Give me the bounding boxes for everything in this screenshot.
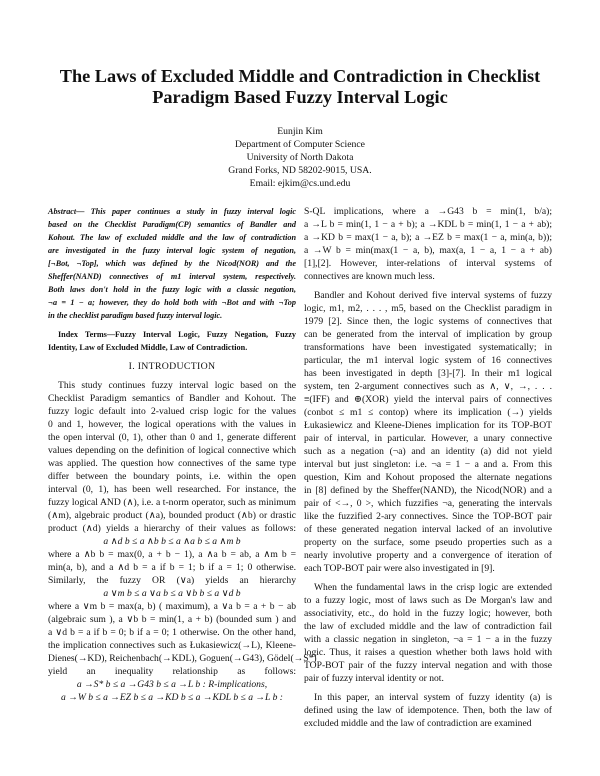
text-line: such as a negation (¬a) and an identity (a) did not yield [304,446,552,457]
text-line: Identity, Law of Excluded Middle, Law of Contradiction. [48,343,248,352]
author-university: University of North Dakota [246,152,354,163]
text-line: product (∧d) yields a hierarchy of their values as follows: [48,523,296,534]
text-line: transformations have been investigated systematically; in [304,342,552,353]
text-line: a ∨m b ≤ a ∨a b ≤ a ∨b b ≤ a ∨d b [103,588,241,599]
text-line: can be generated from the interval of implication by group [304,329,552,340]
text-line: connectives are known much less. [304,271,435,282]
text-line: defined using the law of idempotence. Then, both the law of [304,705,552,716]
text-line: excluded middle and the law of contradiction are examined [304,718,532,729]
text-line: a →W b ≤ a →EZ b ≤ a →KD b ≤ a →KDL b ≤ a →L b : [61,692,283,703]
text-line: Index Terms—Fuzzy Interval Logic, Fuzzy Negation, Fuzzy [58,330,296,339]
text-line: Checklist Paradigm semantics of Bandler and Kohout. The [48,393,296,404]
text-line: When the fundamental laws in the crisp logic are extended [314,582,552,593]
text-line: yield an inequality relationship as follows: [48,666,296,677]
text-line: (algebraic sum ), a ∨b b = min(1, a + b) (bounded sum ) and [48,614,296,625]
text-line: the open interval (0, 1), other than 0 and 1, generate different [48,432,296,443]
text-line: Sheffer(NAND) connectives of m1 interval system, respectively. [48,272,296,281]
text-line: of these generated negation interval lacked of an involutive [304,524,552,535]
author-name: Eunjin Kim [277,126,323,137]
author-department: Department of Computer Science [235,139,365,150]
text-line: Łukasiewicz and Kleene-Dienes implication for its TOP-BOT [304,420,552,431]
text-line: Both laws don't hold in the fuzzy logic with a classic negation, [48,285,296,294]
text-line: In this paper, an interval system of fuzzy identity (a) is [314,692,552,703]
text-line: Dienes(→KD), Reichenbach(→KDL), Goguen(→G43), Gödel(→S*) [48,653,317,664]
text-line: the implication connectives such as Łukasiewicz(→L), Kleene- [48,640,296,651]
author-email[interactable]: Email: ejkim@cs.und.edu [249,178,351,189]
title-line: The Laws of Excluded Middle and Contradiction in Checklist [59,66,541,86]
text-line: logic, m1, m2, . . . , m5, based on the Checklist paradigm in [304,303,552,314]
text-line: I. INTRODUCTION [128,361,216,372]
text-line: like the fuzzified 2-ary connectives. Since the TOP-BOT pair [304,511,552,522]
text-line: in the checklist paradigm based fuzzy interval logic. [48,311,223,320]
text-line: a →S* b ≤ a →G43 b ≤ a →L b : R-implications, [76,679,268,690]
text-line: ≡(IFF) and ⊕(XOR) yield the interval pairs of connectives [304,394,552,405]
text-line: fuzzy logic default into 2-valued crisp logic for the values [48,406,296,417]
text-line: pair of fuzzy interval identity or not. [304,673,444,684]
text-line: (∧m), algebraic product (∧a), bounded product (∧b) or drastic [48,510,296,521]
text-line: pair of interval, in particular. However, a unary connective [304,433,552,444]
title-line: Paradigm Based Fuzzy Interval Logic [152,87,448,107]
text-line: has been investigated in depth [3]-[7]. In their m1 logical [304,368,552,379]
text-line: 0 and 1, however, the logical operations with the values in [48,419,296,430]
text-line: in [8] defined by the Sheffer(NAND), the Nicod(NOR) and a [304,485,552,496]
text-line: based on the Checklist Paradigm(CP) semantics of Bandler and [48,220,296,229]
text-line: particular, the m1 interval logic system of 16 connectives [304,355,552,366]
text-line: where a ∧b b = max(0, a + b − 1), a ∧a b = ab, a ∧m b = [48,549,296,560]
text-line: the law of excluded middle and the law of contradiction fail [304,621,552,632]
text-line: associativity, etc., do hold in the fuzzy logic; however, both [304,608,552,619]
text-line: fuzzy logical AND (∧), i.e. a t-norm operator, such as minimum [48,497,296,508]
text-line: each TOP-BOT pair were also investigated in [9]. [304,563,495,574]
text-line: a →KD b = max(1 − a, b); a →EZ b = max(1 − a, min(a, b)); [304,232,552,243]
text-line: was applied. The question how connectives of the same type [48,458,296,469]
text-line: Abstract— This paper continues a study in fuzzy interval logic [48,207,296,216]
text-line: Similarly, the fuzzy OR (∨a) yields an hierarchy [48,575,296,586]
text-line: question, Kim and Kohout proposed the alternate negations [304,472,552,483]
text-line: min(a, b), and a ∧d b = a if b = 1; b if a = 1; 0 otherwise. [48,562,296,573]
text-line: differ between the boundary points, i.e. within the open [48,471,296,482]
text-line: a ∧d b ≤ a ∧b b ≤ a ∧a b ≤ a ∧m b [103,536,241,547]
text-line: to a fuzzy logic, most of laws such as De Morgan's law and [304,595,552,606]
text-line: system, ten 2-argument connectives such as ∧, ∨, →, . . . [304,381,552,392]
text-line: S-QL implications, where a →G43 b = min(1, b/a); [304,206,552,217]
text-line: TOP-BOT pair of the fuzzy interval negation and with those [304,660,552,671]
text-line: Bandler and Kohout derived five interval systems of fuzzy [314,290,552,301]
text-line: interval (0, 1), has been well researched. For instance, the [48,484,296,495]
text-line: where a ∨m b = max(a, b) ( maximum), a ∨a b = a + b − ab [48,601,296,612]
text-line: values depending on the definition of logical connective which [48,445,296,456]
text-line: are investigated in the fuzzy interval logic system of negation, [48,246,296,255]
paper-title [40,66,560,108]
text-line: Kohout. The law of excluded middle and the law of contradiction [48,233,296,242]
text-line: pair of <→, 0 >, which fuzzifies ¬a, generating the intervals [304,498,552,509]
text-line: nearly involutive property and a convergence of iteration of [304,550,552,561]
text-line: logic. Thus, it raises a question whether both laws hold with [304,647,552,658]
text-line: This study continues fuzzy interval logic based on the [58,380,296,391]
text-line: a →W b = min(max(1 − a, b), max(a, 1 − a, 1 − a + ab) [304,245,552,256]
text-line: property on the surface, some pseudo properties such as a [304,537,552,548]
text-line: with a classic negation in singleton, ¬a = 1 − a in the fuzzy [304,634,552,645]
text-line: (conbot ≤ m1 ≤ contop) where its implication (→) yields [304,407,552,418]
text-line: a →L b = min(1, 1 − a + b); a →KDL b = min(1, 1 − a + ab); [304,219,552,230]
text-line: [1],[2]. However, inter-relations of interval systems of [304,258,552,269]
text-line: [¬Bot, ¬Top], which was defined by the Nicod(NOR) and the [48,259,296,268]
text-line: a ∨d b = a if b = 0; b if a = 0; 1 otherwise. On the other hand, [48,627,296,638]
text-line: 1979 [2]. Since then, the logic systems of connectives that [304,316,552,327]
author-city: Grand Forks, ND 58202-9015, USA. [228,165,372,176]
text-line: ¬a = 1 − a; however, they do hold both with ¬Bot and with ¬Top [48,298,296,307]
text-line: interval but just singleton: i.e. ¬a = 1 − a and a. From this [304,459,552,470]
